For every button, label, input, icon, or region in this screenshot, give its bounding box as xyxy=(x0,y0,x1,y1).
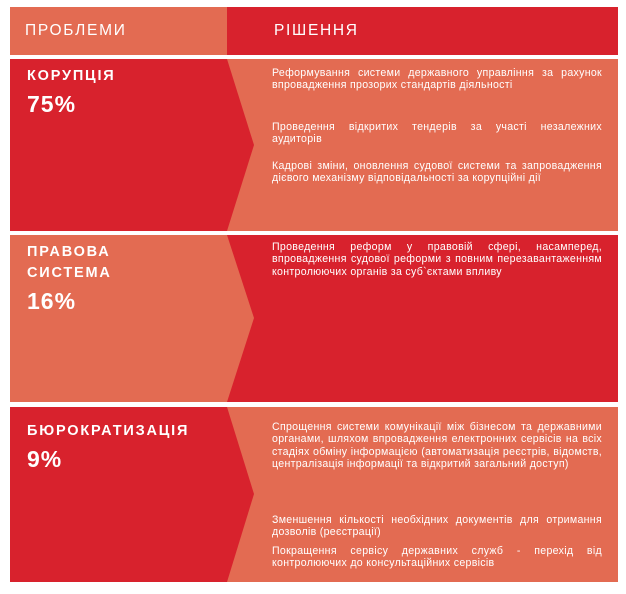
problem-legal-system-percent: 16% xyxy=(27,288,77,314)
solution-corruption-1: Реформування системи державного управління за рахунок впровадження прозорих стандартів діяльності xyxy=(272,67,602,92)
solution-bureaucratization-2: Зменшення кількості необхідних документів для отримання дозволів (реєстрації) xyxy=(272,514,602,539)
solution-corruption-2: Проведення відкритих тендерів за участі незалежних аудиторів xyxy=(272,121,602,146)
problems-header-label: ПРОБЛЕМИ xyxy=(25,22,127,39)
problem-bureaucratization-percent: 9% xyxy=(27,446,63,472)
problem-corruption-name: КОРУПЦІЯ xyxy=(27,68,116,84)
solutions-header-label: РІШЕННЯ xyxy=(274,22,359,39)
problem-corruption-percent: 75% xyxy=(27,91,77,117)
solution-corruption-3: Кадрові зміни, оновлення судової системи та запровадження дієвого механізму відповідальності за корупційні дії xyxy=(272,160,602,185)
solution-bureaucratization-3: Покращення сервісу державних служб - перехід від контролюючих до консультаційних сервісів xyxy=(272,545,602,570)
problem-legal-system-name: ПРАВОВА СИСТЕМА xyxy=(27,244,112,281)
solution-bureaucratization-1: Спрощення системи комунікації між бізнесом та державними органами, шляхом впровадження електронних сервісів на всіх стадіях обміну інформацією (автоматизація реєстрів, відомств, централізація інформації та відкритий загальний доступ) xyxy=(272,421,602,471)
problem-bureaucratization-name: БЮРОКРАТИЗАЦІЯ xyxy=(27,423,190,439)
solution-legal-system-1: Проведення реформ у правовій сфері, насамперед, впровадження судової реформи з повним перезавантаженням контролюючих органів за суб`єктами впливу xyxy=(272,241,602,278)
